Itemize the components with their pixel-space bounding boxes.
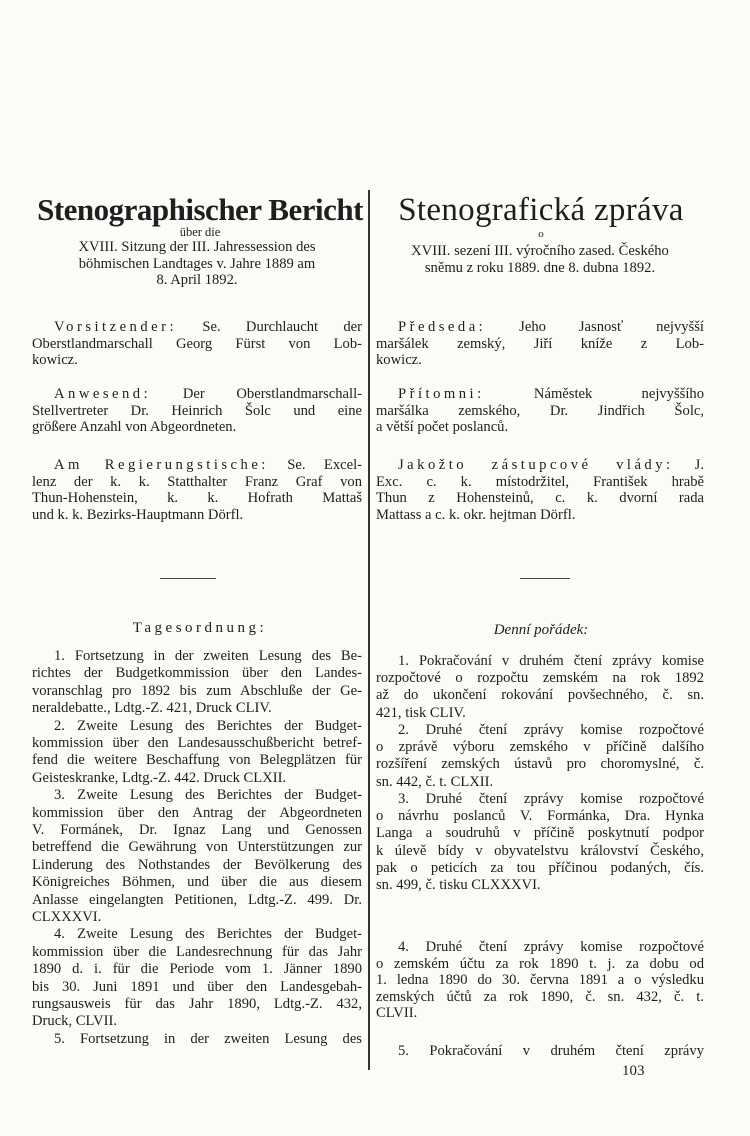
text-line — [376, 989, 704, 1006]
czech-session-info — [376, 243, 704, 276]
czech-present-paragraph — [376, 386, 704, 436]
german-present-paragraph — [32, 386, 362, 436]
line-text: und k. k. Bezirks-Hauptmann Dörfl. — [32, 506, 244, 523]
line-text: Náměstek nejvyššího — [484, 386, 704, 402]
line-text: Mattass a c. k. okr. hejtman Dörfl. — [376, 506, 576, 523]
text-line — [32, 892, 362, 909]
text-line — [376, 972, 704, 989]
text-line — [32, 822, 362, 839]
czech-agenda-item — [376, 791, 704, 894]
german-chair-paragraph — [32, 319, 362, 369]
text-line — [376, 457, 704, 474]
line-text: betreffend die Gewährung von Unterstützungen zur — [32, 839, 362, 856]
text-line — [376, 319, 704, 336]
line-text: Thun-Hohenstein, k. k. Hofrath Mattaš — [32, 490, 362, 506]
line-text: Linderung des Nothstandes der Bevölkerung des — [32, 856, 362, 873]
german-session-info — [32, 239, 362, 289]
text-line — [376, 386, 704, 403]
text-line — [32, 239, 362, 256]
line-text: 5. Pokračování v druhém čtení zprávy — [398, 1043, 704, 1059]
text-line — [376, 419, 704, 436]
line-text: CLXXXVI. — [32, 908, 102, 925]
text-line — [376, 670, 704, 687]
german-agenda-heading: Tagesordnung: — [132, 620, 268, 636]
line-text: richtes der Budgetkommission über den Landes- — [32, 665, 362, 682]
text-line — [376, 507, 704, 524]
czech-agenda-item — [376, 939, 704, 1022]
line-text: kommission über die Landesrechnung für das Jahr — [32, 943, 362, 960]
text-line — [32, 457, 362, 474]
text-line — [32, 805, 362, 822]
text-line — [376, 956, 704, 973]
text-line — [32, 926, 362, 943]
line-text: k úlevě bídy v obyvatelstvu království Českého, — [376, 842, 704, 859]
line-text: Stellvertreter Dr. Heinrich Šolc und eine — [32, 402, 362, 419]
line-text: Oberstlandmarschall Georg Fürst von Lob- — [32, 335, 362, 352]
line-text: rozpočtové o rozpočtu zemském na rok 1892 — [376, 670, 704, 687]
line-text: 8. April 1892. — [156, 272, 238, 288]
line-text: Se. Excel- — [268, 457, 362, 473]
german-agenda-item — [32, 926, 362, 1030]
line-text: Jeho Jasnosť nejvyšší — [486, 319, 704, 335]
line-text: Der Oberstlandmarschall- — [151, 386, 362, 402]
line-text: Geisteskranke, Ldtg.-Z. 442. Druck CLXII. — [32, 769, 287, 786]
text-line — [32, 770, 362, 787]
text-line — [32, 752, 362, 769]
line-text: Königreiches Böhmen, und über die aus diesem — [32, 874, 362, 891]
german-title: Stenographischer Bericht — [37, 192, 363, 227]
text-line — [32, 718, 362, 735]
text-line — [376, 653, 704, 670]
line-text: bis 30. Juni 1891 und über den Landesgebah- — [32, 978, 362, 995]
line-text: sn. 442, č. t. CLXII. — [376, 773, 494, 790]
line-text: Se. Durchlaucht der — [177, 319, 362, 335]
text-line — [376, 739, 704, 756]
text-line — [376, 352, 704, 369]
paragraph-label: Jakožto zástupcové vlády: — [398, 457, 674, 473]
czech-title: Stenografická zpráva — [398, 192, 684, 228]
line-text: böhmischen Landtages v. Jahre 1889 am — [78, 255, 316, 272]
page-number: 103 — [622, 1063, 645, 1079]
line-text: zemských účtů za rok 1890, č. sn. 432, č. t. — [376, 988, 704, 1005]
line-text: XVIII. sezení III. výročního zased. Českého — [411, 243, 669, 259]
text-line — [32, 319, 362, 336]
line-text: CLVII. — [376, 1005, 418, 1021]
text-line — [376, 260, 704, 277]
text-line — [32, 961, 362, 978]
text-line — [32, 735, 362, 752]
text-line — [376, 474, 704, 491]
paragraph-label: Anwesend: — [54, 386, 152, 402]
text-line — [376, 939, 704, 956]
line-text: Exc. c. k. místodržitel, František hrabě — [376, 473, 704, 490]
line-text: Langa a soudruhů v příčině poskytnutí podpor — [376, 825, 704, 842]
line-text: kowicz. — [32, 352, 78, 368]
text-line — [32, 507, 362, 524]
german-agenda-item — [32, 787, 362, 926]
text-line — [32, 352, 362, 369]
text-line — [32, 403, 362, 420]
text-line — [32, 386, 362, 403]
text-line — [32, 700, 362, 717]
text-line — [376, 825, 704, 842]
text-line — [376, 243, 704, 260]
text-line — [376, 403, 704, 420]
text-line — [32, 944, 362, 961]
czech-agenda-item — [376, 722, 704, 791]
text-line — [32, 787, 362, 804]
line-text: V. Formánek, Dr. Ignaz Lang und Genossen — [32, 821, 362, 838]
line-text: J. — [673, 457, 704, 473]
text-line — [32, 490, 362, 507]
text-line — [376, 877, 704, 894]
line-text: o návrhu poslanců V. Formánka, Dra. Hynka — [376, 808, 704, 825]
line-text: kommission über den Landesausschußbericht betref- — [32, 734, 362, 751]
line-text: maršálka zemského, Dr. Jindřich Šolc, — [376, 402, 704, 419]
line-text: voranschlag pro 1892 bis zum Abschluße der Ge- — [32, 682, 362, 699]
line-text: 1. ledna 1890 do 30. června 1891 a o výsledku — [376, 972, 704, 988]
line-text: 1. Fortsetzung in der zweiten Lesung des Be- — [54, 648, 362, 664]
text-line — [376, 843, 704, 860]
line-text: o zprávě výboru zemského v příčině dalšího — [376, 739, 704, 756]
text-line — [32, 979, 362, 996]
line-text: größere Anzahl von Abgeordneten. — [32, 419, 237, 435]
line-text: fend die weitere Beschaffung von Belegplätzen für — [32, 752, 362, 769]
line-text: 1. Pokračování v druhém čtení zprávy komise — [398, 653, 704, 669]
line-text: Thun z Hohensteinů, c. k. dvorní rada — [376, 490, 704, 506]
paragraph-label: Přítomni: — [398, 386, 485, 402]
text-line — [32, 839, 362, 856]
line-text: kowicz. — [376, 352, 422, 368]
line-text: 4. Zweite Lesung des Berichtes der Budget- — [54, 926, 362, 943]
line-text: 2. Druhé čtení zprávy komise rozpočtové — [398, 722, 704, 738]
line-text: 421, tisk CLIV. — [376, 704, 466, 721]
line-text: 2. Zweite Lesung des Berichtes der Budget- — [54, 717, 362, 734]
line-text: kommission über den Antrag der Abgeordneten — [32, 804, 362, 821]
czech-section-rule — [520, 578, 570, 579]
line-text: o zemském účtu za rok 1890 t. j. za dobu od — [376, 955, 704, 972]
line-text: 1890 d. i. für die Periode vom 1. Jänner 1890 — [32, 961, 362, 978]
line-text: rozšíření zemských ústavů pro choromyslné, č. — [376, 756, 704, 773]
line-text: rungsausweis für das Jahr 1890, Ldtg.-Z. 432, — [32, 995, 362, 1012]
czech-agenda-item — [376, 1043, 704, 1060]
line-text: XVIII. Sitzung der III. Jahressession des — [78, 239, 316, 255]
line-text: pak o peticích za tou příčinou podaných, čís. — [376, 859, 704, 876]
line-text: 4. Druhé čtení zprávy komise rozpočtové — [398, 939, 704, 955]
text-line — [376, 808, 704, 825]
line-text: Anlasse eingelangten Petitionen, Ldtg.-Z. 499. Dr. — [32, 891, 362, 908]
text-line — [32, 272, 362, 289]
text-line — [32, 648, 362, 665]
czech-agenda-heading: Denní pořádek: — [493, 622, 589, 638]
paragraph-label: Am Regierungstische: — [54, 457, 269, 473]
german-subtitle: über die — [179, 225, 221, 239]
text-line — [32, 665, 362, 682]
line-text: 3. Zweite Lesung des Berichtes der Budget- — [54, 787, 362, 804]
text-line — [376, 490, 704, 507]
text-line — [32, 909, 362, 926]
paragraph-label: Předseda: — [398, 319, 487, 335]
german-agenda-item — [32, 648, 362, 718]
text-line — [32, 857, 362, 874]
line-text: 3. Druhé čtení zprávy komise rozpočtové — [398, 791, 704, 807]
text-line — [376, 791, 704, 808]
german-agenda-item — [32, 1031, 362, 1048]
paragraph-label: Vorsitzender: — [54, 319, 178, 335]
text-line — [376, 774, 704, 791]
text-line — [32, 996, 362, 1013]
german-agenda-item — [32, 718, 362, 788]
text-line — [376, 705, 704, 722]
text-line — [32, 1013, 362, 1030]
line-text: až do ukončení rokování povšechného, č. sn. — [376, 687, 704, 704]
text-line — [376, 1043, 704, 1060]
czech-chair-paragraph — [376, 319, 704, 369]
text-line — [376, 860, 704, 877]
text-line — [376, 722, 704, 739]
text-line — [376, 687, 704, 704]
czech-subtitle: o — [538, 228, 544, 240]
text-line — [32, 474, 362, 491]
text-line — [32, 874, 362, 891]
german-government-paragraph — [32, 457, 362, 523]
column-divider — [368, 190, 370, 1070]
text-line — [32, 256, 362, 273]
text-line — [32, 336, 362, 353]
czech-agenda-item — [376, 653, 704, 722]
czech-government-paragraph — [376, 457, 704, 523]
text-line — [376, 336, 704, 353]
line-text: 5. Fortsetzung in der zweiten Lesung des — [54, 1030, 362, 1047]
line-text: maršálek zemský, Jiří kníže z Lob- — [376, 335, 704, 352]
line-text: Druck, CLVII. — [32, 1013, 117, 1030]
german-section-rule — [160, 578, 216, 579]
text-line — [32, 683, 362, 700]
text-line — [376, 756, 704, 773]
line-text: sněmu z roku 1889. dne 8. dubna 1892. — [424, 259, 656, 276]
line-text: neraldebatte., Ldtg.-Z. 421, Druck CLIV. — [32, 700, 272, 717]
text-line — [32, 419, 362, 436]
text-line — [32, 1031, 362, 1048]
line-text: a větší počet poslanců. — [376, 419, 509, 435]
line-text: sn. 499, č. tisku CLXXXVI. — [376, 876, 541, 893]
line-text: lenz der k. k. Statthalter Franz Graf von — [32, 473, 362, 490]
text-line — [376, 1005, 704, 1022]
